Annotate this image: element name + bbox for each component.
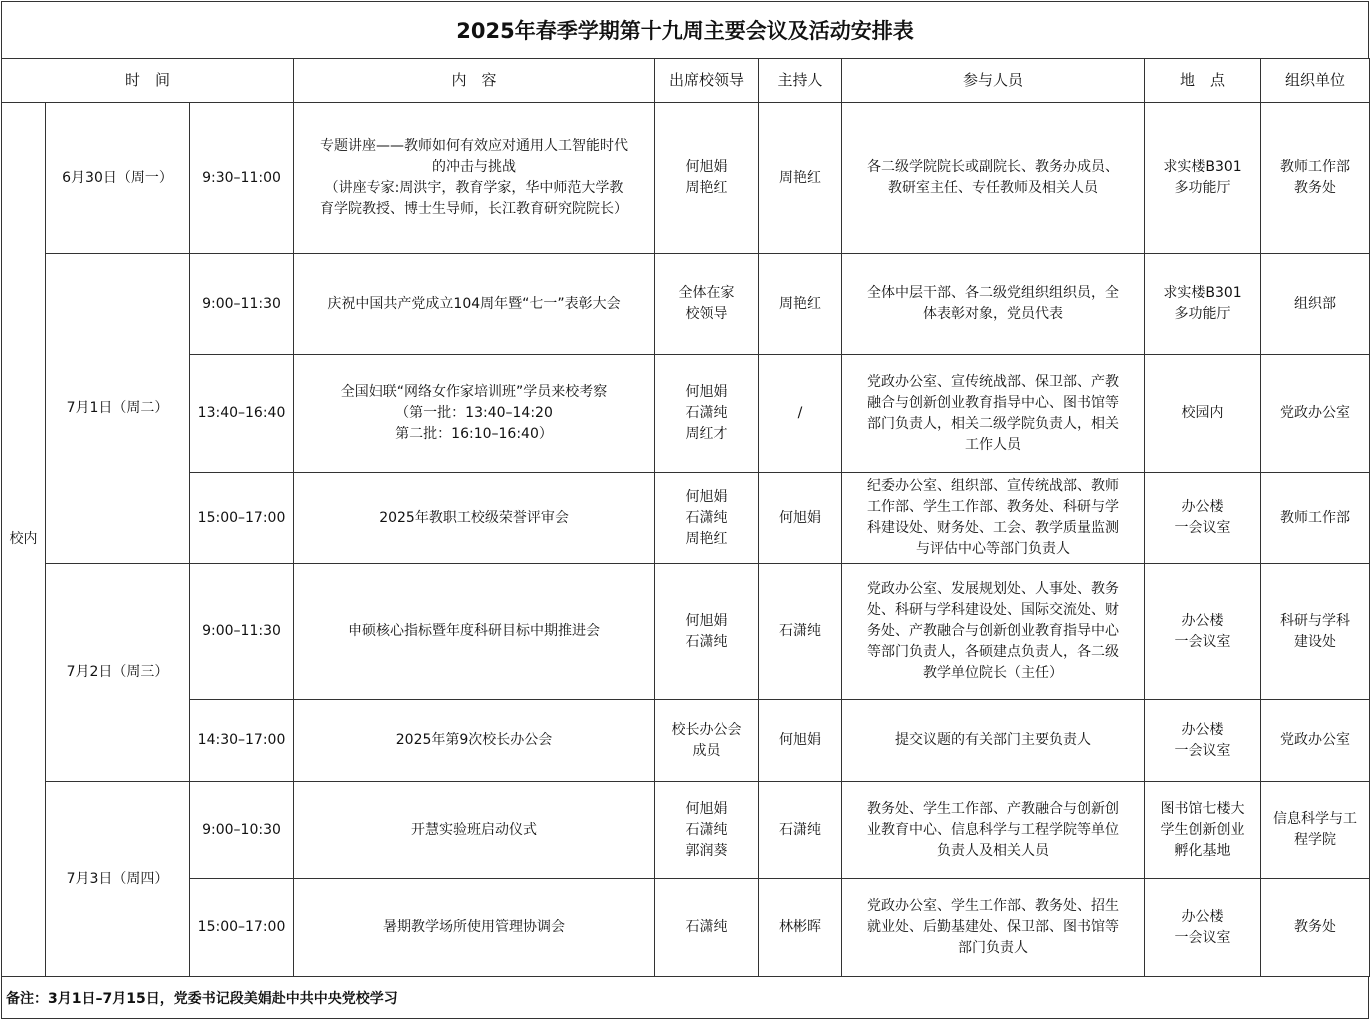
participants-cell [842,564,1145,700]
location-cell-line: 一会议室 [1174,520,1231,536]
participants-cell-line: 务处、产教融合与创新创业教育指导中心 [867,623,1120,639]
location-cell [1145,103,1261,254]
date-cell: 7月1日（周二） [46,254,190,564]
schedule-table [1,58,1370,977]
content-cell-line: 第二批：16:10–16:40） [395,426,553,442]
host-cell: / [759,355,842,473]
participants-cell-line: 科建设处、财务处、工会、教学质量监测 [867,520,1120,536]
organizer-cell-line: 建设处 [1294,633,1337,650]
location-cell-line: 办公楼 [1181,721,1224,738]
date-cell: 7月2日（周三） [46,564,190,782]
footnote: 备注：3月1日–7月15日，党委书记段美娟赴中共中央党校学习 [1,977,1369,1019]
participants-cell-line: 业教育中心、信息科学与工程学院等单位 [867,821,1120,838]
table-row [2,103,1370,254]
content-cell-line: 申硕核心指标暨年度科研目标中期推进会 [348,623,601,639]
location-cell-line: 求实楼B301 [1163,285,1242,301]
host-cell: 石潇纯 [759,564,842,700]
date-cell: 7月3日（周四） [46,782,190,977]
organizer-cell-line: 程学院 [1294,832,1337,848]
location-cell-line: 学生创新创业 [1160,821,1245,838]
leader-cell-line: 郭润葵 [685,842,728,859]
leader-cell [655,879,759,977]
content-cell-line: （第一批：13:40–14:20 [395,405,553,421]
content-cell [294,355,655,473]
header-row [2,59,1370,103]
header-participants: 参与人员 [842,59,1145,103]
location-cell-line: 一会议室 [1174,929,1231,946]
content-cell [294,103,655,254]
organizer-cell [1261,355,1370,473]
location-cell-line: 办公楼 [1181,499,1224,515]
table-row [2,564,1370,700]
location-cell [1145,355,1261,473]
zone-cell: 校内 [2,103,46,977]
content-cell-line: （讲座专家:周洪宇，教育学家，华中师范大学教 [324,180,624,196]
content-cell-line: 的冲击与挑战 [432,159,517,175]
participants-cell-line: 纪委办公室、组织部、宣传统战部、教师 [867,478,1120,494]
leader-cell-line: 何旭娟 [685,612,728,629]
participants-cell-line: 教务处、学生工作部、产教融合与创新创 [867,800,1120,817]
date-cell: 6月30日（周一） [46,103,190,254]
location-cell-line: 图书馆七楼大 [1160,800,1245,817]
time-cell: 9:00–11:30 [190,254,294,355]
participants-cell-line: 处、科研与学科建设处、国际交流处、财 [867,602,1120,618]
header-location: 地 点 [1145,59,1261,103]
host-cell: 周艳红 [759,254,842,355]
location-cell-line: 孵化基地 [1174,842,1231,859]
participants-cell [842,473,1145,564]
page-title: 2025年春季学期第十九周主要会议及活动安排表 [1,1,1369,58]
organizer-cell-line: 教师工作部 [1280,159,1351,175]
organizer-cell [1261,700,1370,782]
location-cell [1145,879,1261,977]
organizer-cell-line: 党政办公室 [1280,732,1351,748]
participants-cell-line: 与评估中心等部门负责人 [916,541,1071,557]
host-cell: 何旭娟 [759,700,842,782]
location-cell-line: 一会议室 [1174,742,1231,759]
organizer-cell [1261,473,1370,564]
participants-cell-line: 部门负责人 [958,940,1029,956]
participants-cell-line: 融合与创新创业教育指导中心、图书馆等 [867,394,1120,411]
table-row [2,782,1370,879]
participants-cell-line: 等部门负责人，各硕建点负责人，各二级 [867,644,1120,660]
participants-cell-line: 负责人及相关人员 [937,842,1050,859]
location-cell-line: 办公楼 [1181,908,1224,925]
leader-cell-line: 何旭娟 [685,384,728,400]
content-cell-line: 2025年教职工校级荣誉评审会 [379,509,569,526]
location-cell-line: 求实楼B301 [1163,159,1242,175]
time-cell: 15:00–17:00 [190,879,294,977]
content-cell-line: 育学院教授、博士生导师，长江教育研究院院长） [320,201,629,217]
leader-cell-line: 石潇纯 [685,919,728,935]
organizer-cell-line: 科研与学科 [1280,612,1351,629]
leader-cell-line: 石潇纯 [685,405,728,421]
content-cell-line: 开慧实验班启动仪式 [411,821,538,838]
leader-cell [655,564,759,700]
leader-cell-line: 石潇纯 [685,509,728,526]
participants-cell [842,700,1145,782]
time-cell: 15:00–17:00 [190,473,294,564]
participants-cell-line: 各二级学院院长或副院长、教务办成员、 [867,159,1120,175]
leader-cell-line: 成员 [692,742,721,759]
participants-cell [842,782,1145,879]
participants-cell [842,103,1145,254]
location-cell [1145,254,1261,355]
participants-cell [842,879,1145,977]
leader-cell-line: 石潇纯 [685,821,728,838]
location-cell [1145,564,1261,700]
leader-cell-line: 石潇纯 [685,633,728,650]
leader-cell-line: 何旭娟 [685,159,728,175]
host-cell: 石潇纯 [759,782,842,879]
host-cell: 何旭娟 [759,473,842,564]
participants-cell [842,254,1145,355]
organizer-cell [1261,103,1370,254]
location-cell-line: 一会议室 [1174,633,1231,650]
content-cell-line: 暑期教学场所使用管理协调会 [383,919,566,935]
leader-cell [655,782,759,879]
time-cell: 14:30–17:00 [190,700,294,782]
leader-cell [655,103,759,254]
leader-cell-line: 何旭娟 [685,800,728,817]
leader-cell [655,254,759,355]
participants-cell-line: 体表彰对象，党员代表 [923,306,1064,322]
organizer-cell-line: 组织部 [1294,295,1337,312]
organizer-cell [1261,879,1370,977]
time-cell: 9:00–11:30 [190,564,294,700]
table-row [2,254,1370,355]
participants-cell-line: 教学单位院长（主任） [923,665,1064,681]
time-cell: 13:40–16:40 [190,355,294,473]
organizer-cell-line: 党政办公室 [1280,405,1351,421]
host-cell: 林彬晖 [759,879,842,977]
content-cell [294,879,655,977]
header-leader: 出席校领导 [655,59,759,103]
location-cell-line: 校园内 [1181,405,1224,421]
content-cell [294,782,655,879]
leader-cell [655,473,759,564]
content-cell [294,700,655,782]
participants-cell-line: 党政办公室、发展规划处、人事处、教务 [867,581,1120,597]
leader-cell-line: 校领导 [685,306,728,322]
table-row [2,473,1370,564]
participants-cell-line: 工作部、学生工作部、教务处、科研与学 [867,499,1120,515]
table-row [2,700,1370,782]
organizer-cell-line: 教务处 [1294,919,1337,935]
content-cell-line: 庆祝中国共产党成立104周年暨“七一”表彰大会 [327,295,621,312]
header-time: 时 间 [2,59,294,103]
header-organizer: 组织单位 [1261,59,1370,103]
leader-cell-line: 周红才 [685,426,728,442]
content-cell [294,564,655,700]
participants-cell-line: 工作人员 [965,436,1022,453]
participants-cell [842,355,1145,473]
host-cell: 周艳红 [759,103,842,254]
organizer-cell-line: 教师工作部 [1280,509,1351,526]
content-cell [294,473,655,564]
leader-cell [655,700,759,782]
participants-cell-line: 教研室主任、专任教师及相关人员 [888,180,1099,196]
table-row [2,879,1370,977]
participants-cell-line: 全体中层干部、各二级党组织组织员，全 [867,285,1120,301]
organizer-cell-line: 信息科学与工 [1273,811,1358,827]
table-row [2,355,1370,473]
leader-cell-line: 周艳红 [685,180,728,196]
content-cell-line: 专题讲座——教师如何有效应对通用人工智能时代 [320,138,629,154]
participants-cell-line: 部门负责人，相关二级学院负责人，相关 [867,415,1120,432]
time-cell: 9:30–11:00 [190,103,294,254]
content-cell-line: 全国妇联“网络女作家培训班”学员来校考察 [340,384,608,400]
participants-cell-line: 就业处、后勤基建处、保卫部、图书馆等 [867,919,1120,935]
header-content: 内 容 [294,59,655,103]
location-cell [1145,700,1261,782]
header-host: 主持人 [759,59,842,103]
location-cell-line: 多功能厅 [1174,180,1231,196]
organizer-cell [1261,254,1370,355]
location-cell-line: 办公楼 [1181,612,1224,629]
leader-cell-line: 校长办公会 [671,721,742,738]
organizer-cell [1261,782,1370,879]
content-cell-line: 2025年第9次校长办公会 [395,732,553,748]
organizer-cell-line: 教务处 [1294,180,1337,196]
participants-cell-line: 党政办公室、宣传统战部、保卫部、产教 [867,373,1120,390]
organizer-cell [1261,564,1370,700]
content-cell [294,254,655,355]
location-cell [1145,473,1261,564]
location-cell-line: 多功能厅 [1174,306,1231,322]
leader-cell-line: 全体在家 [678,285,735,301]
leader-cell [655,355,759,473]
leader-cell-line: 周艳红 [685,530,728,547]
time-cell: 9:00–10:30 [190,782,294,879]
leader-cell-line: 何旭娟 [685,488,728,505]
participants-cell-line: 党政办公室、学生工作部、教务处、招生 [867,898,1120,914]
location-cell [1145,782,1261,879]
participants-cell-line: 提交议题的有关部门主要负责人 [895,732,1092,748]
